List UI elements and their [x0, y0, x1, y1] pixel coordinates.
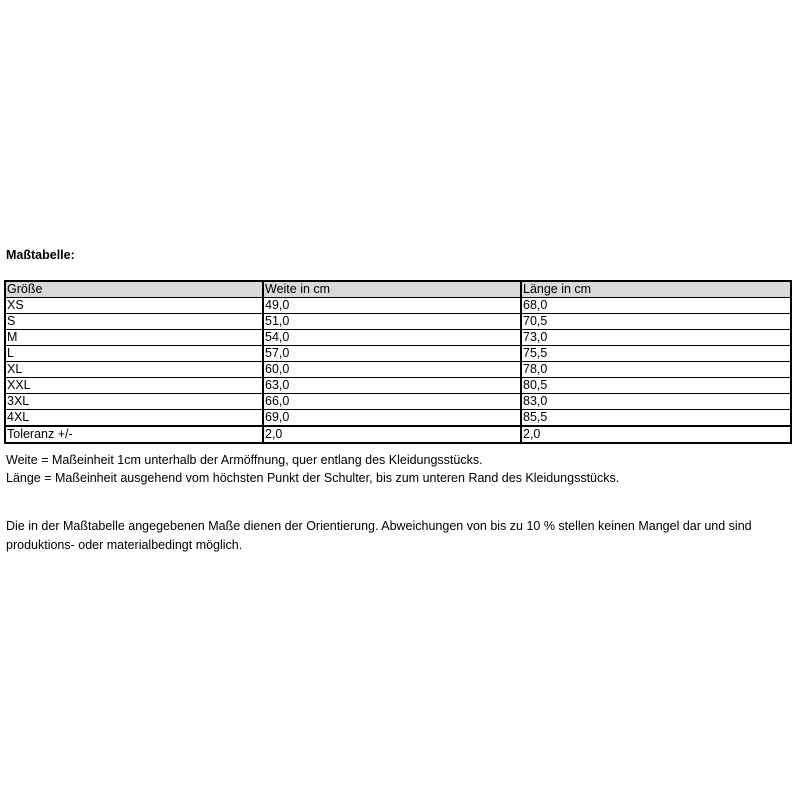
cell-length: 78,0	[521, 362, 791, 378]
cell-width: 63,0	[263, 378, 521, 394]
table-row	[5, 330, 791, 346]
cell-size: XXL	[5, 378, 263, 394]
table-row	[5, 410, 791, 427]
cell-size: L	[5, 346, 263, 362]
header-size: Größe	[5, 281, 263, 298]
table-row	[5, 378, 791, 394]
note-width: Weite = Maßeinheit 1cm unterhalb der Armöffnung, quer entlang des Kleidungsstücks.	[6, 453, 483, 467]
cell-length: 73,0	[521, 330, 791, 346]
cell-size: S	[5, 314, 263, 330]
measurement-notes	[6, 451, 796, 487]
cell-size: XL	[5, 362, 263, 378]
note-length: Länge = Maßeinheit ausgehend vom höchsten Punkt der Schulter, bis zum unteren Rand des Kleidungsstücks.	[6, 471, 620, 485]
cell-width: 69,0	[263, 410, 521, 427]
cell-width: 51,0	[263, 314, 521, 330]
disclaimer-text: Die in der Maßtabelle angegebenen Maße dienen der Orientierung. Abweichungen von bis zu 10 % stellen keinen Mangel dar und sind produktions- oder materialbedingt möglich.	[6, 519, 752, 552]
table-row	[5, 314, 791, 330]
table-row	[5, 362, 791, 378]
cell-width: 54,0	[263, 330, 521, 346]
cell-length: 70,5	[521, 314, 791, 330]
cell-width: 66,0	[263, 394, 521, 410]
cell-size: 4XL	[5, 410, 263, 427]
header-width: Weite in cm	[263, 281, 521, 298]
table-row	[5, 394, 791, 410]
cell-length: 85,5	[521, 410, 791, 427]
cell-length: 75,5	[521, 346, 791, 362]
table-header-row	[5, 281, 791, 298]
cell-size: M	[5, 330, 263, 346]
table-row	[5, 346, 791, 362]
cell-length: 80,5	[521, 378, 791, 394]
cell-size: Toleranz +/-	[5, 426, 263, 443]
cell-width: 60,0	[263, 362, 521, 378]
cell-width: 2,0	[263, 426, 521, 443]
cell-length: 68,0	[521, 298, 791, 314]
tolerance-row	[5, 426, 791, 443]
cell-width: 57,0	[263, 346, 521, 362]
header-length: Länge in cm	[521, 281, 791, 298]
cell-size: 3XL	[5, 394, 263, 410]
cell-size: XS	[5, 298, 263, 314]
table-heading: Maßtabelle:	[6, 248, 75, 262]
cell-width: 49,0	[263, 298, 521, 314]
size-table	[4, 280, 792, 444]
cell-length: 2,0	[521, 426, 791, 443]
cell-length: 83,0	[521, 394, 791, 410]
table-row	[5, 298, 791, 314]
